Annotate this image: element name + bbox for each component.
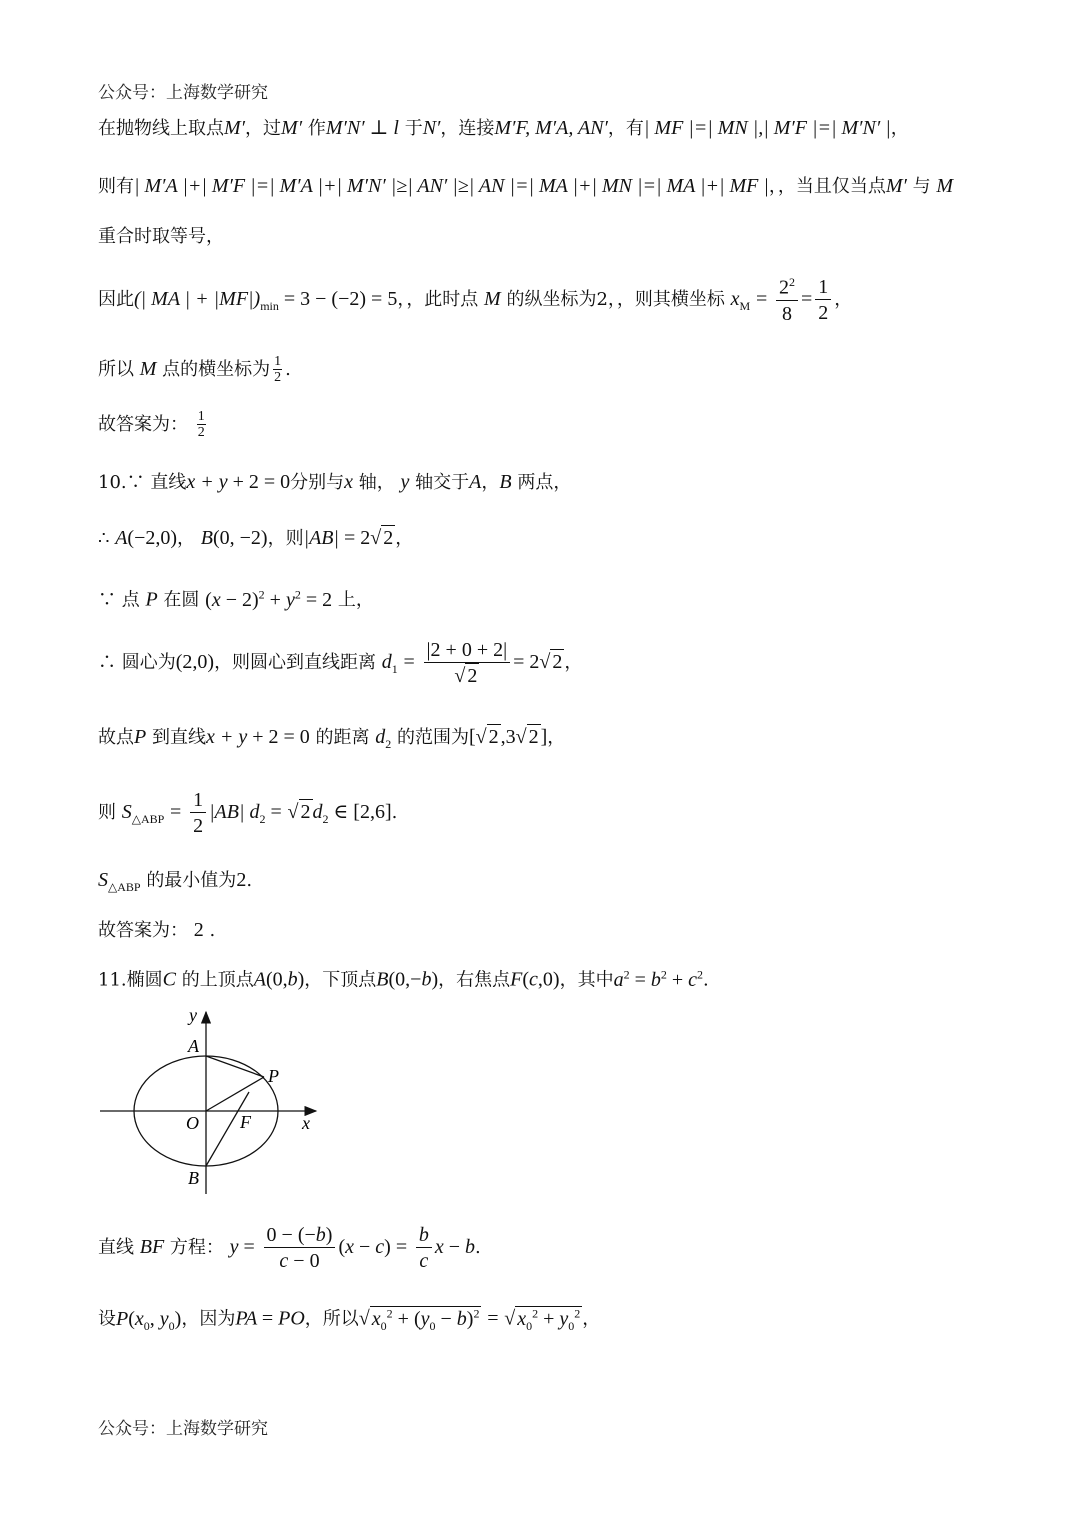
text: ，则 xyxy=(267,528,304,549)
text: 分别与 xyxy=(290,472,345,493)
text: 轴， xyxy=(358,472,395,493)
ellipse-figure xyxy=(96,1004,326,1196)
text: 则 xyxy=(98,802,116,823)
text: 于 xyxy=(404,118,423,139)
label-f: F xyxy=(240,1112,251,1132)
text: ，其中 xyxy=(559,969,614,991)
text: 的纵坐标为 xyxy=(506,288,597,310)
text-line: 因此(| MA | + $|MF|)_{min} = 3 - (-2) = 5$，，此时点 M 的纵坐标为2，，则其横坐标 $x_M$ = $\frac{2^2}{8}$ = $\frac{1}{2}$ ， xyxy=(98,275,853,325)
text: 10.∵ 直线 xyxy=(98,472,187,493)
text-line: 故答案为： 2 . xyxy=(98,919,216,941)
label-b: B xyxy=(188,1168,199,1188)
text: ，下顶点 xyxy=(304,969,377,991)
text: 上， xyxy=(337,589,374,611)
text: ，因为 xyxy=(181,1308,236,1330)
text: 故答案为： xyxy=(98,414,188,435)
text: 的上顶点 xyxy=(181,969,254,991)
ellipse-diagram xyxy=(96,1004,326,1196)
text-line: 设$P(x_0$, $y_0$)，因为PA = PO，所以√ $x_0^2 + (y_0 - b)^2$ = √ $x_0^2 + y_0^2$ ， xyxy=(98,1306,601,1333)
text: 所以 xyxy=(98,359,134,380)
text: ，右焦点 xyxy=(438,969,511,991)
text-line: 10.∵ 直线x + y + 2 = 0分别与x 轴， y 轴交于A，B 两点， xyxy=(98,471,572,493)
text-line: 故答案为： $\frac{1}{2}$ xyxy=(98,409,205,440)
text: 点的横坐标为 xyxy=(162,359,271,380)
segment-ap xyxy=(206,1056,264,1077)
text: 轴交于 xyxy=(415,472,470,493)
text: 与 xyxy=(912,176,931,197)
text-line: 重合时取等号， xyxy=(98,226,224,247)
segment-op xyxy=(206,1077,264,1111)
text: ，有 xyxy=(607,118,644,139)
text: ， xyxy=(481,472,500,493)
text: 在圆 xyxy=(163,589,200,611)
text: 到直线 xyxy=(151,727,206,748)
text-line: 在抛物线上取点M′，过M′ 作M′N′ ⊥ l 于N′，连接M′F, M′A, AN′，有| MF |=| MN |,| M′F |=| M′N′ |， xyxy=(98,117,909,139)
text: 故点 xyxy=(98,727,134,748)
text: 的距离 xyxy=(315,727,370,748)
text: 设 xyxy=(98,1308,116,1330)
text: 直线 xyxy=(98,1237,134,1258)
text: 作 xyxy=(307,118,326,139)
text: ，所以 xyxy=(304,1308,359,1330)
page-header: 公众号：上海数学研究 xyxy=(98,83,268,103)
text: ∵ 点 xyxy=(98,589,140,611)
text: 则有 xyxy=(98,176,134,197)
text: 的最小值为 xyxy=(146,870,237,891)
text-line: ∴ 圆心为(2,0)，则圆心到直线距离 $d_1$ = $\frac{|2 + 0 + 2|}{√ 2}$ = 2√ 2 ， xyxy=(98,639,583,687)
text: ，当且仅当点 xyxy=(777,176,886,197)
text: 的范围为 xyxy=(396,727,469,748)
text: 11.椭圆 xyxy=(98,969,163,991)
text: 在抛物线上取点 xyxy=(98,118,224,139)
text: ，则其横坐标 xyxy=(616,288,725,310)
label-a: A xyxy=(188,1036,199,1056)
text-line: 则 $S_{\triangle ABP}$ = $\frac{1}{2}$ |AB| $d_2$ = √ 2 $d_2$ ∈ [2,6]. xyxy=(98,789,398,837)
label-y: y xyxy=(189,1005,197,1025)
text-line: $S_{\triangle ABP}$ 的最小值为2. xyxy=(98,869,253,894)
text: ，此时点 xyxy=(406,288,479,310)
text: 故答案为： xyxy=(98,920,188,941)
text-line: ∵ 点 P 在圆 $(x - 2)^2 + y^2 = 2$ 上， xyxy=(98,587,374,611)
text: ，连接 xyxy=(440,118,495,139)
label-p: P xyxy=(268,1066,279,1086)
text: 两点， xyxy=(517,472,572,493)
text: ，则圆心到直线距离 xyxy=(214,652,377,673)
text: 因此 xyxy=(98,288,134,310)
text-line: 直线 BF 方程： y = $\frac{0 - (-b)}{c - 0}$ (x − c) = $\frac{b}{c}$ x − b. xyxy=(98,1224,481,1272)
text: ∴ xyxy=(98,528,110,549)
label-x: x xyxy=(302,1113,310,1133)
label-o: O xyxy=(186,1113,199,1133)
text-line: 故点P 到直线x + y + 2 = 0 的距离 $d_2$ 的范围为[√ 2 ,3√ 2 ]， xyxy=(98,726,566,751)
text-line: 11.椭圆C 的上顶点A(0,b)，下顶点B(0,−b)，右焦点F(c,0)，其中$a^2 = b^2 + c^2$. xyxy=(98,967,709,991)
text: ∴ 圆心为 xyxy=(98,652,176,673)
text: 方程： xyxy=(169,1237,224,1258)
text-line: 则有| M′A |+| M′F |=| M′A |+| M′N′ |≥| AN′ |≥| AN |=| MA |+| MN |=| MA |+| MF |，，当且仅当点M′ 与 M xyxy=(98,175,954,197)
text: ，过 xyxy=(245,118,282,139)
page-footer: 公众号：上海数学研究 xyxy=(98,1419,268,1439)
text-line: 所以 M 点的横坐标为 $\frac{1}{2}$ . xyxy=(98,354,291,385)
text-line: ∴ A(−2,0)， B(0, −2)，则|AB| = 2√ 2 ， xyxy=(98,527,414,549)
